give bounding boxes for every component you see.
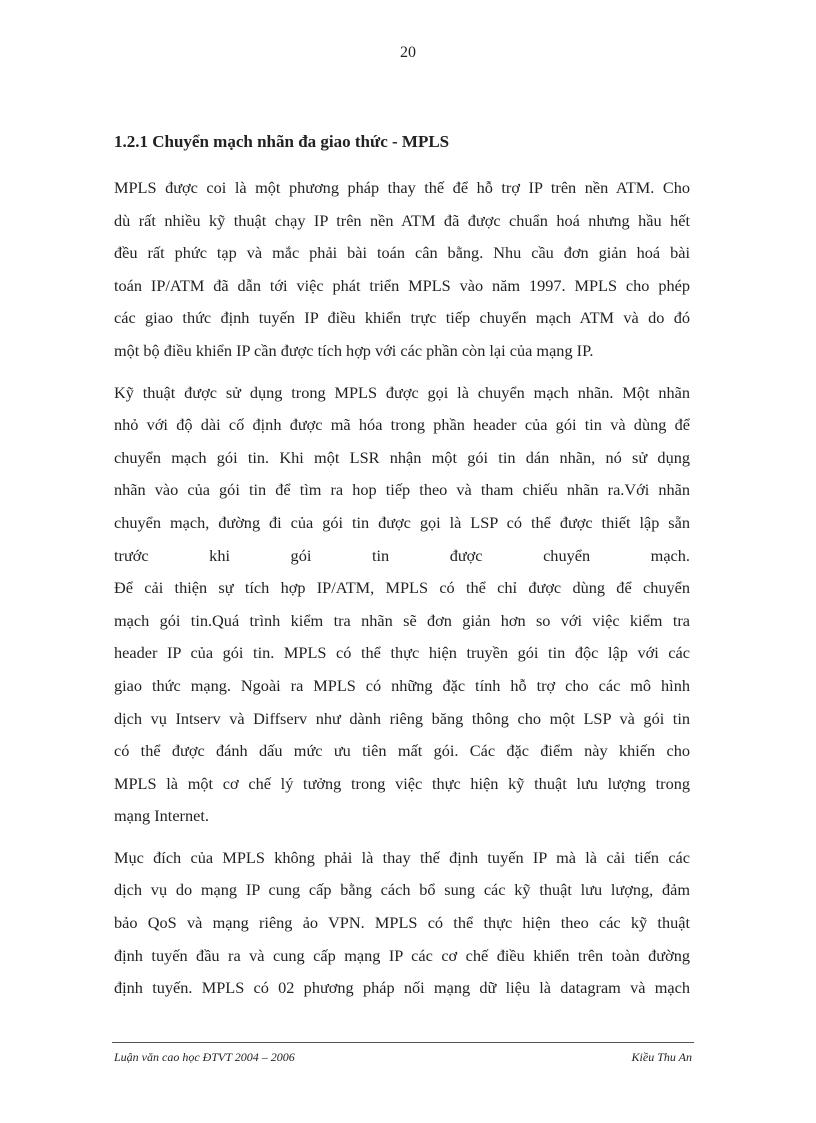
- text-line: có thể được đánh dấu mức ưu tiên mất gói. Các đặc điểm này khiến cho: [114, 741, 690, 761]
- text-line: MPLS là một cơ chế lý tưởng trong việc thực hiện kỹ thuật lưu lượng trong: [114, 773, 690, 793]
- text-line: toán IP/ATM đã dẫn tới việc phát triển MPLS vào năm 1997. MPLS cho phép: [114, 275, 690, 295]
- text-line: mạng Internet.: [114, 806, 209, 826]
- paragraph: [114, 377, 690, 833]
- paragraph: [114, 172, 690, 368]
- text-line: bảo QoS và mạng riêng ảo VPN. MPLS có thể thực hiện theo các kỹ thuật: [114, 913, 690, 933]
- text-line: dịch vụ Intserv và Diffserv như dành riêng băng thông cho một LSP và gói tin: [114, 708, 690, 728]
- footer-divider: [112, 1042, 694, 1043]
- text-line: định tuyến. MPLS có 02 phương pháp nối mạng dữ liệu là datagram và mạch: [114, 978, 690, 998]
- document-body: [114, 128, 690, 1014]
- footer-author: Kiều Thu An: [631, 1050, 692, 1064]
- text-line: nhỏ với độ dài cố định được mã hóa trong phần header của gói tin và dùng để: [114, 415, 690, 435]
- text-line: các giao thức định tuyến IP điều khiển trực tiếp chuyển mạch ATM và do đó: [114, 308, 690, 328]
- page-number: 20: [400, 44, 416, 61]
- paragraph: [114, 842, 690, 1005]
- section-heading: 1.2.1 Chuyển mạch nhãn đa giao thức - MPLS: [114, 132, 450, 151]
- text-line: chuyển mạch, đường đi của gói tin được gọi là LSP có thể được thiết lập sẵn: [114, 512, 690, 532]
- text-line: header IP của gói tin. MPLS có thể thực hiện truyền gói tin độc lập với các: [114, 643, 690, 663]
- text-line: trước khi gói tin được chuyển mạch.: [114, 545, 690, 565]
- text-line: Mục đích của MPLS không phải là thay thế định tuyến IP mà là cải tiến các: [114, 847, 690, 867]
- text-line: chuyển mạch gói tin. Khi một LSR nhận một gói tin dán nhãn, nó sử dụng: [114, 447, 690, 467]
- text-line: nhãn vào của gói tin để tìm ra hop tiếp theo và tham chiếu nhãn ra.Với nhãn: [114, 480, 690, 500]
- text-line: Để cải thiện sự tích hợp IP/ATM, MPLS có thể chỉ được dùng để chuyển: [114, 578, 690, 598]
- text-line: định tuyến đầu ra và cung cấp mạng IP các cơ chế điều khiển trên toàn đường: [114, 945, 690, 965]
- text-line: MPLS được coi là một phương pháp thay thế để hỗ trợ IP trên nền ATM. Cho: [114, 178, 690, 197]
- text-line: dù rất nhiều kỹ thuật chạy IP trên nền ATM đã được chuẩn hoá nhưng hầu hết: [114, 210, 690, 230]
- text-line: Kỹ thuật được sử dụng trong MPLS được gọi là chuyển mạch nhãn. Một nhãn: [114, 382, 690, 402]
- text-line: một bộ điều khiển IP cần được tích hợp với các phần còn lại của mạng IP.: [114, 340, 594, 360]
- footer-thesis-title: Luận văn cao học ĐTVT 2004 – 2006: [114, 1050, 295, 1064]
- text-line: giao thức mạng. Ngoài ra MPLS có những đặc tính hỗ trợ cho các mô hình: [114, 675, 690, 695]
- text-line: dịch vụ do mạng IP cung cấp bằng cách bổ sung các kỹ thuật lưu lượng, đảm: [114, 880, 690, 900]
- text-line: mạch gói tin.Quá trình kiểm tra nhãn sẽ đơn giản hơn so với việc kiểm tra: [114, 610, 690, 630]
- text-line: đều rất phức tạp và mắc phải bài toán cân bằng. Nhu cầu đơn giản hoá bài: [114, 243, 690, 263]
